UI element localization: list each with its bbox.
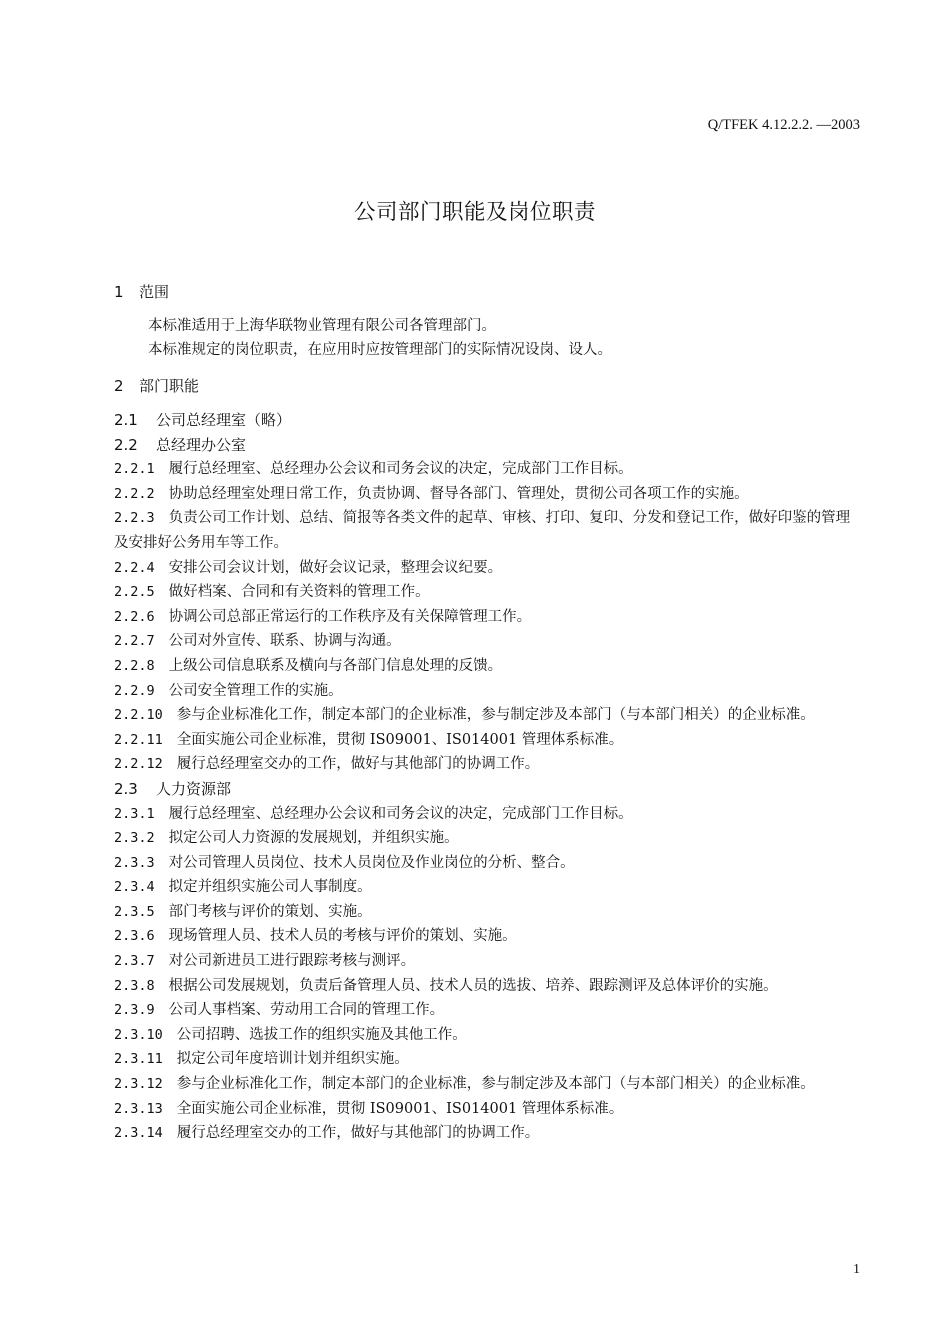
item-text: 做好档案、合同和有关资料的管理工作。	[168, 584, 430, 601]
list-item	[114, 605, 860, 630]
item-text: 协调公司总部正常运行的工作秩序及有关保障管理工作。	[168, 608, 532, 625]
document-body	[114, 280, 860, 1146]
item-number: 2.3.8	[114, 977, 155, 994]
list-item	[114, 974, 860, 999]
item-number: 2.3.6	[114, 928, 155, 945]
list-item	[114, 580, 860, 605]
subsection-heading	[114, 433, 860, 458]
item-number: 2.3.2	[114, 830, 155, 847]
list-item	[114, 949, 860, 974]
item-number: 2.2.8	[114, 657, 155, 674]
item-number: 2.3.4	[114, 879, 155, 896]
list-item	[114, 654, 860, 679]
page-title: 公司部门职能及岗位职责	[353, 200, 596, 225]
item-number: 2.2.2	[114, 485, 155, 502]
list-item	[114, 1023, 860, 1048]
subsection-title: 人力资源部	[156, 779, 232, 798]
list-item	[114, 1121, 860, 1146]
item-text: 对公司新进员工进行跟踪考核与测评。	[168, 953, 416, 970]
list-item	[114, 924, 860, 949]
item-text: 根据公司发展规划，负责后备管理人员、技术人员的选拔、培养、跟踪测评及总体评价的实施。	[168, 977, 778, 994]
document-number: Q/TFEK 4.12.2.2. —2003	[707, 117, 860, 133]
list-item	[114, 802, 860, 827]
item-number: 2.3.3	[114, 854, 155, 871]
item-text: 履行总经理室交办的工作，做好与其他部门的协调工作。	[176, 756, 540, 773]
item-number: 2.3.7	[114, 953, 155, 970]
list-item	[114, 457, 860, 482]
item-number: 2.2.11	[114, 731, 163, 748]
item-number: 2.3.12	[114, 1076, 163, 1093]
item-text: 协助总经理室处理日常工作，负责协调、督导各部门、管理处，贯彻公司各项工作的实施。	[168, 485, 749, 502]
item-number: 2.3.13	[114, 1100, 163, 1117]
item-text: 公司人事档案、劳动用工合同的管理工作。	[168, 1002, 445, 1019]
list-item	[114, 629, 860, 654]
list-item	[114, 1072, 860, 1097]
subsection-number: 2.3	[114, 779, 138, 798]
item-number: 2.3.14	[114, 1125, 163, 1142]
list-item	[114, 506, 860, 555]
item-text: 安排公司会议计划，做好会议记录，整理会议纪要。	[168, 559, 503, 576]
list-item	[114, 679, 860, 704]
item-text: 公司安全管理工作的实施。	[168, 682, 343, 699]
section-heading	[114, 374, 860, 398]
item-text: 公司对外宣传、联系、协调与沟通。	[168, 633, 401, 650]
item-number: 2.3.9	[114, 1002, 155, 1019]
item-number: 2.2.12	[114, 756, 163, 773]
item-number: 2.2.6	[114, 608, 155, 625]
item-text: 上级公司信息联系及横向与各部门信息处理的反馈。	[168, 657, 503, 674]
subsection-list	[114, 408, 860, 1146]
list-item	[114, 998, 860, 1023]
item-number: 2.2.9	[114, 682, 155, 699]
page-number: 1	[853, 1262, 860, 1277]
subsection-number: 2.2	[114, 435, 138, 454]
paragraph: 本标准适用于上海华联物业管理有限公司各管理部门。	[148, 318, 496, 334]
item-number: 2.3.10	[114, 1026, 163, 1043]
list-item	[114, 826, 860, 851]
item-text: 全面实施公司企业标准，贯彻 IS09001、IS014001 管理体系标准。	[176, 731, 624, 748]
item-text: 现场管理人员、技术人员的考核与评价的策划、实施。	[168, 928, 517, 945]
item-text: 对公司管理人员岗位、技术人员岗位及作业岗位的分析、整合。	[168, 854, 575, 871]
item-text: 参与企业标准化工作，制定本部门的企业标准，参与制定涉及本部门（与本部门相关）的企业标准。	[176, 707, 815, 724]
subsection-title: 总经理办公室	[156, 435, 247, 454]
item-text: 拟定并组织实施公司人事制度。	[168, 879, 372, 896]
item-text: 公司招聘、选拔工作的组织实施及其他工作。	[176, 1026, 467, 1043]
item-number: 2.2.3	[114, 510, 155, 527]
list-item	[114, 482, 860, 507]
section-title: 部门职能	[139, 377, 200, 395]
item-number: 2.3.5	[114, 903, 155, 920]
subsection-number: 2.1	[114, 411, 138, 429]
item-number: 2.3.11	[114, 1051, 163, 1068]
item-text: 履行总经理室、总经理办公会议和司务会议的决定，完成部门工作目标。	[168, 461, 633, 478]
item-number: 2.2.4	[114, 559, 155, 576]
item-number: 2.2.7	[114, 633, 155, 650]
subsection-heading	[114, 408, 860, 433]
list-item	[114, 752, 860, 777]
item-text: 履行总经理室交办的工作，做好与其他部门的协调工作。	[176, 1125, 540, 1142]
list-item	[114, 703, 860, 728]
item-text: 部门考核与评价的策划、实施。	[168, 903, 372, 920]
section-number: 1	[114, 283, 124, 301]
list-item	[114, 728, 860, 753]
item-text: 拟定公司人力资源的发展规划，并组织实施。	[168, 830, 459, 847]
paragraph: 本标准规定的岗位职责，在应用时应按管理部门的实际情况设岗、设人。	[148, 342, 612, 358]
subsection-title: 公司总经理室（略）	[156, 411, 292, 429]
section-heading	[114, 280, 860, 304]
section-title: 范围	[139, 283, 170, 301]
item-text: 负责公司工作计划、总结、简报等各类文件的起草、审核、打印、复印、分发和登记工作，做好印鉴的管理及安排好公务用车等工作。	[114, 510, 851, 551]
item-number: 2.3.1	[114, 805, 155, 822]
item-number: 2.2.1	[114, 461, 155, 478]
item-number: 2.2.5	[114, 584, 155, 601]
list-item	[114, 1097, 860, 1122]
item-text: 全面实施公司企业标准，贯彻 IS09001、IS014001 管理体系标准。	[176, 1100, 624, 1117]
list-item	[114, 851, 860, 876]
list-item	[114, 900, 860, 925]
item-number: 2.2.10	[114, 707, 163, 724]
list-item	[114, 1047, 860, 1072]
item-text: 履行总经理室、总经理办公会议和司务会议的决定，完成部门工作目标。	[168, 805, 633, 822]
subsection-heading	[114, 777, 860, 802]
item-text: 拟定公司年度培训计划并组织实施。	[176, 1051, 409, 1068]
item-text: 参与企业标准化工作，制定本部门的企业标准，参与制定涉及本部门（与本部门相关）的企业标准。	[176, 1076, 815, 1093]
list-item	[114, 875, 860, 900]
list-item	[114, 556, 860, 581]
section-number: 2	[114, 377, 124, 395]
